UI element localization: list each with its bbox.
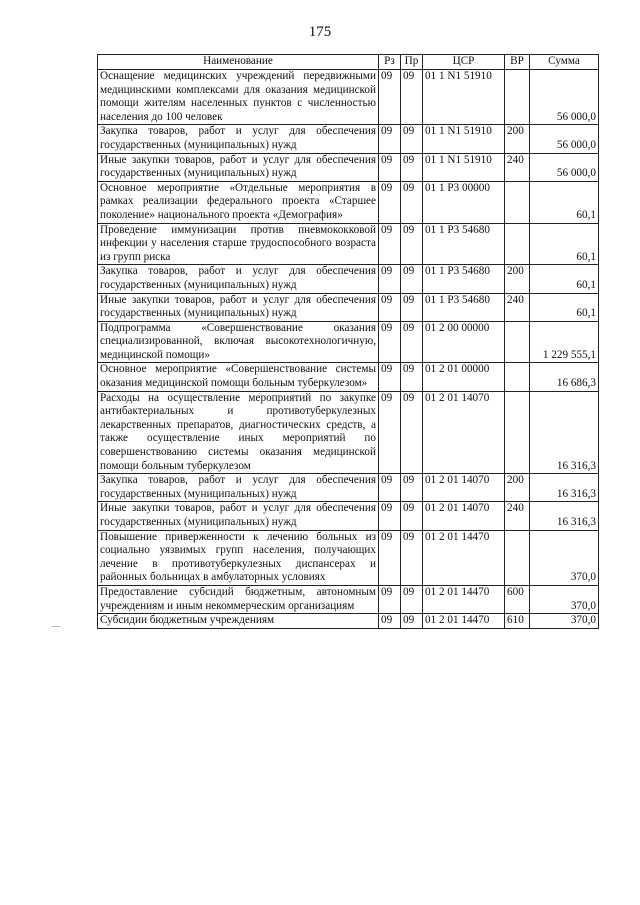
cell-sum: 56 000,0 [530, 125, 599, 153]
cell-pr: 09 [401, 223, 423, 265]
cell-pr: 09 [401, 585, 423, 613]
cell-csr: 01 2 01 14070 [423, 502, 505, 530]
cell-sum: 16 316,3 [530, 502, 599, 530]
cell-sum: 16 316,3 [530, 474, 599, 502]
table-row [98, 223, 599, 265]
cell-pr: 09 [401, 265, 423, 293]
cell-name: Основное мероприятие «Отдельные мероприятия в рамках реализации федерального проекта «Старшее поколение» национального проекта «Демография» [98, 181, 379, 223]
header-csr: ЦСР [423, 55, 505, 70]
cell-pr: 09 [401, 502, 423, 530]
cell-csr: 01 1 P3 54680 [423, 223, 505, 265]
cell-name: Подпрограмма «Совершенствование оказания специализированной, включая высокотехнологичную, медицинской помощи» [98, 321, 379, 363]
cell-vr [505, 321, 530, 363]
cell-sum: 370,0 [530, 530, 599, 585]
cell-rz: 09 [379, 70, 401, 125]
cell-rz: 09 [379, 153, 401, 181]
cell-vr: 240 [505, 502, 530, 530]
cell-name: Повышение приверженности к лечению больных из социально уязвимых групп населения, получающих лечение в противотуберкулезных диспансерах и районных больницах в амбулаторных условиях [98, 530, 379, 585]
cell-vr [505, 391, 530, 474]
cell-vr: 200 [505, 265, 530, 293]
header-sum: Сумма [530, 55, 599, 70]
cell-rz: 09 [379, 391, 401, 474]
header-pr: Пр [401, 55, 423, 70]
cell-csr: 01 1 P3 54680 [423, 265, 505, 293]
header-rz: Рз [379, 55, 401, 70]
cell-name: Расходы на осуществление мероприятий по закупке антибактериальных и противотуберкулезных лекарственных препаратов, диагностических средств, а также осуществление иных мероприятий по совершенствованию системы оказания медицинской помощи больным туберкулезом [98, 391, 379, 474]
header-name: Наименование [98, 55, 379, 70]
cell-rz: 09 [379, 321, 401, 363]
cell-sum: 56 000,0 [530, 70, 599, 125]
cell-vr [505, 530, 530, 585]
margin-mark [52, 626, 60, 627]
cell-csr: 01 2 01 14070 [423, 474, 505, 502]
cell-rz: 09 [379, 614, 401, 629]
cell-csr: 01 1 N1 51910 [423, 153, 505, 181]
cell-vr: 600 [505, 585, 530, 613]
cell-pr: 09 [401, 293, 423, 321]
cell-sum: 60,1 [530, 265, 599, 293]
table-row [98, 321, 599, 363]
table-row [98, 502, 599, 530]
cell-pr: 09 [401, 530, 423, 585]
cell-sum: 56 000,0 [530, 153, 599, 181]
cell-csr: 01 1 N1 51910 [423, 125, 505, 153]
cell-rz: 09 [379, 585, 401, 613]
header-row [98, 55, 599, 70]
cell-sum: 60,1 [530, 181, 599, 223]
table-row [98, 614, 599, 629]
cell-csr: 01 2 01 14470 [423, 614, 505, 629]
cell-rz: 09 [379, 502, 401, 530]
cell-rz: 09 [379, 223, 401, 265]
cell-sum: 60,1 [530, 293, 599, 321]
cell-rz: 09 [379, 363, 401, 391]
cell-pr: 09 [401, 70, 423, 125]
cell-pr: 09 [401, 125, 423, 153]
cell-sum: 370,0 [530, 585, 599, 613]
cell-rz: 09 [379, 125, 401, 153]
cell-name: Закупка товаров, работ и услуг для обеспечения государственных (муниципальных) нужд [98, 265, 379, 293]
cell-name: Иные закупки товаров, работ и услуг для обеспечения государственных (муниципальных) нужд [98, 502, 379, 530]
table-row [98, 363, 599, 391]
cell-pr: 09 [401, 474, 423, 502]
cell-csr: 01 1 N1 51910 [423, 70, 505, 125]
cell-vr: 200 [505, 125, 530, 153]
cell-sum: 60,1 [530, 223, 599, 265]
cell-pr: 09 [401, 614, 423, 629]
cell-name: Субсидии бюджетным учреждениям [98, 614, 379, 629]
cell-rz: 09 [379, 530, 401, 585]
cell-vr [505, 363, 530, 391]
cell-rz: 09 [379, 474, 401, 502]
cell-vr: 610 [505, 614, 530, 629]
table-row [98, 153, 599, 181]
cell-rz: 09 [379, 181, 401, 223]
cell-vr: 200 [505, 474, 530, 502]
cell-rz: 09 [379, 293, 401, 321]
cell-csr: 01 2 00 00000 [423, 321, 505, 363]
table-row [98, 293, 599, 321]
table-row [98, 181, 599, 223]
cell-csr: 01 1 P3 00000 [423, 181, 505, 223]
table-row [98, 530, 599, 585]
cell-name: Закупка товаров, работ и услуг для обеспечения государственных (муниципальных) нужд [98, 474, 379, 502]
cell-name: Иные закупки товаров, работ и услуг для обеспечения государственных (муниципальных) нужд [98, 293, 379, 321]
cell-pr: 09 [401, 321, 423, 363]
cell-pr: 09 [401, 391, 423, 474]
cell-pr: 09 [401, 153, 423, 181]
table-row [98, 474, 599, 502]
budget-table [97, 54, 599, 629]
cell-name: Оснащение медицинских учреждений передвижными медицинскими комплексами для оказания медицинской помощи жителям населенных пунктов с численностью населения до 100 человек [98, 70, 379, 125]
cell-name: Иные закупки товаров, работ и услуг для обеспечения государственных (муниципальных) нужд [98, 153, 379, 181]
table-row [98, 125, 599, 153]
cell-vr [505, 223, 530, 265]
cell-vr [505, 181, 530, 223]
cell-csr: 01 2 01 14470 [423, 585, 505, 613]
cell-pr: 09 [401, 363, 423, 391]
cell-csr: 01 2 01 14070 [423, 391, 505, 474]
header-vr: ВР [505, 55, 530, 70]
cell-sum: 1 229 555,1 [530, 321, 599, 363]
cell-name: Проведение иммунизации против пневмококковой инфекции у населения старше трудоспособного возраста из групп риска [98, 223, 379, 265]
cell-name: Закупка товаров, работ и услуг для обеспечения государственных (муниципальных) нужд [98, 125, 379, 153]
cell-csr: 01 2 01 14470 [423, 530, 505, 585]
cell-name: Предоставление субсидий бюджетным, автономным учреждениям и иным некоммерческим организациям [98, 585, 379, 613]
cell-vr [505, 70, 530, 125]
table-row [98, 70, 599, 125]
table-row [98, 391, 599, 474]
cell-sum: 370,0 [530, 614, 599, 629]
cell-vr: 240 [505, 293, 530, 321]
cell-sum: 16 316,3 [530, 391, 599, 474]
page-number: 175 [308, 24, 332, 40]
cell-name: Основное мероприятие «Совершенствование системы оказания медицинской помощи больным туберкулезом» [98, 363, 379, 391]
cell-sum: 16 686,3 [530, 363, 599, 391]
cell-csr: 01 2 01 00000 [423, 363, 505, 391]
cell-rz: 09 [379, 265, 401, 293]
cell-pr: 09 [401, 181, 423, 223]
cell-vr: 240 [505, 153, 530, 181]
table-row [98, 585, 599, 613]
table-row [98, 265, 599, 293]
cell-csr: 01 1 P3 54680 [423, 293, 505, 321]
